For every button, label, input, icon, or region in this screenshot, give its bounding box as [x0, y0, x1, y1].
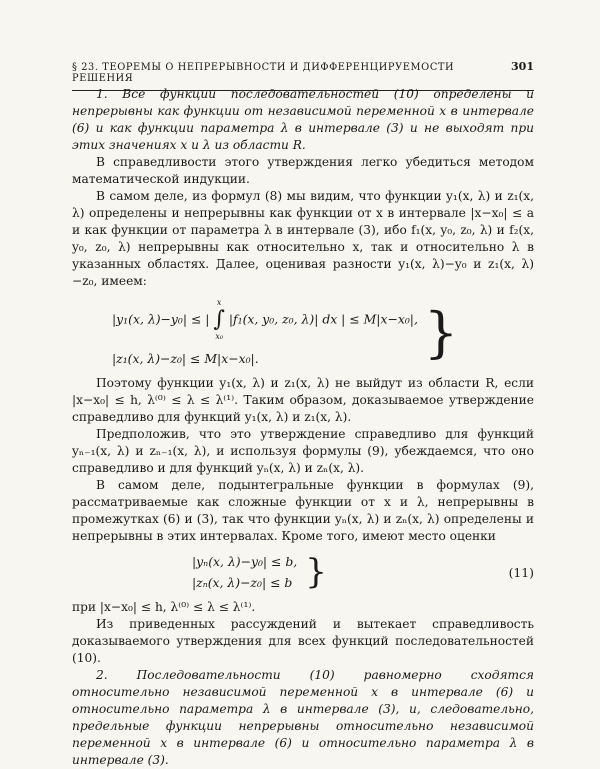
equation-estimate-1: [112, 298, 534, 367]
equation-11-line-1: |yₙ(x, λ)−y₀| ≤ b,: [192, 554, 298, 569]
equation-line-1: [112, 298, 418, 342]
paragraph-integrands: В самом деле, подынтегральные функции в формулах (9), рассматриваемые как сложные функции от x и λ, непрерывны в промежутках (6) и (3), так что функции yₙ(x, λ) и zₙ(x, λ) определены и непрерывны в этих интервалах. Кроме того, имеют место оценки: [72, 478, 534, 543]
integral-lower-limit: x₀: [215, 332, 224, 341]
eq1-right: |f₁(x, y₀, z₀, λ)| dx | ≤ M|x−x₀|,: [228, 311, 418, 327]
statement-2: 2. Последовательности (10) равномерно сходятся относительно независимой переменной x в интервале (6) и относительно параметра λ в интервале (3), и, следовательно, предельные функции непрерывны относительно независимой переменной x в интервале (6) и относительно параметра λ в интервале (3).: [72, 668, 534, 767]
right-brace: }: [423, 300, 459, 364]
paragraph-condition: при |x−x₀| ≤ h, λ⁽⁰⁾ ≤ λ ≤ λ⁽¹⁾.: [72, 600, 256, 614]
eq1-left: |y₁(x, λ)−y₀| ≤ |: [112, 311, 210, 327]
paragraph-proof-start: В самом деле, из формул (8) мы видим, что функции y₁(x, λ) и z₁(x, λ) определены и непрерывны как функции от x в интервале |x−x₀| ≤ a и как функции от параметра λ в интервале (3), ибо f₁(x, y₀, z₀, λ) и f₂(x, y₀, z₀, λ) непрерывны как относительно x, так и относительно λ в указанных областях. Далее, оценивая разности y₁(x, λ)−y₀ и z₁(x, λ)−z₀, имеем:: [72, 189, 534, 288]
equation-number: (11): [508, 564, 534, 580]
section-title: § 23. ТЕОРЕМЫ О НЕПРЕРЫВНОСТИ И ДИФФЕРЕНЦИРУЕМОСТИ РЕШЕНИЯ: [72, 62, 455, 84]
integral-upper-limit: x: [216, 298, 222, 307]
statement-1: 1. Все функции последовательностей (10) определены и непрерывны как функции от независимой переменной x в интервале (6) и как функции параметра λ в интервале (3) и не выходят при этих значениях x и λ из области R.: [72, 87, 534, 152]
paragraph-induction: В справедливости этого утверждения легко убедиться методом математической индукции.: [72, 155, 534, 186]
page-body: [72, 86, 534, 769]
equation-11-line-2: |zₙ(x, λ)−z₀| ≤ b: [192, 575, 293, 590]
page-number: 301: [511, 60, 534, 73]
equation-11: [192, 553, 534, 591]
paragraph-conclusion-1: Поэтому функции y₁(x, λ) и z₁(x, λ) не выйдут из области R, если |x−x₀| ≤ h, λ⁽⁰⁾ ≤ λ ≤ λ⁽¹⁾. Таким образом, доказываемое утверждение справедливо для функций y₁(x, λ) и z₁(x, λ).: [72, 376, 534, 424]
paragraph-assumption: Предположив, что это утверждение справедливо для функций yₙ₋₁(x, λ) и zₙ₋₁(x, λ), и используя формулы (9), убеждаемся, что оно справедливо и для функций yₙ(x, λ) и zₙ(x, λ).: [72, 427, 534, 475]
integral-sign: x ∫ x₀: [213, 298, 225, 341]
right-brace: }: [305, 552, 327, 592]
equation-line-2: |z₁(x, λ)−z₀| ≤ M|x−x₀|.: [112, 351, 259, 366]
paragraph-conclusion-2: Из приведенных рассуждений и вытекает справедливость доказываемого утверждения для всех функций последовательностей (10).: [72, 617, 534, 665]
